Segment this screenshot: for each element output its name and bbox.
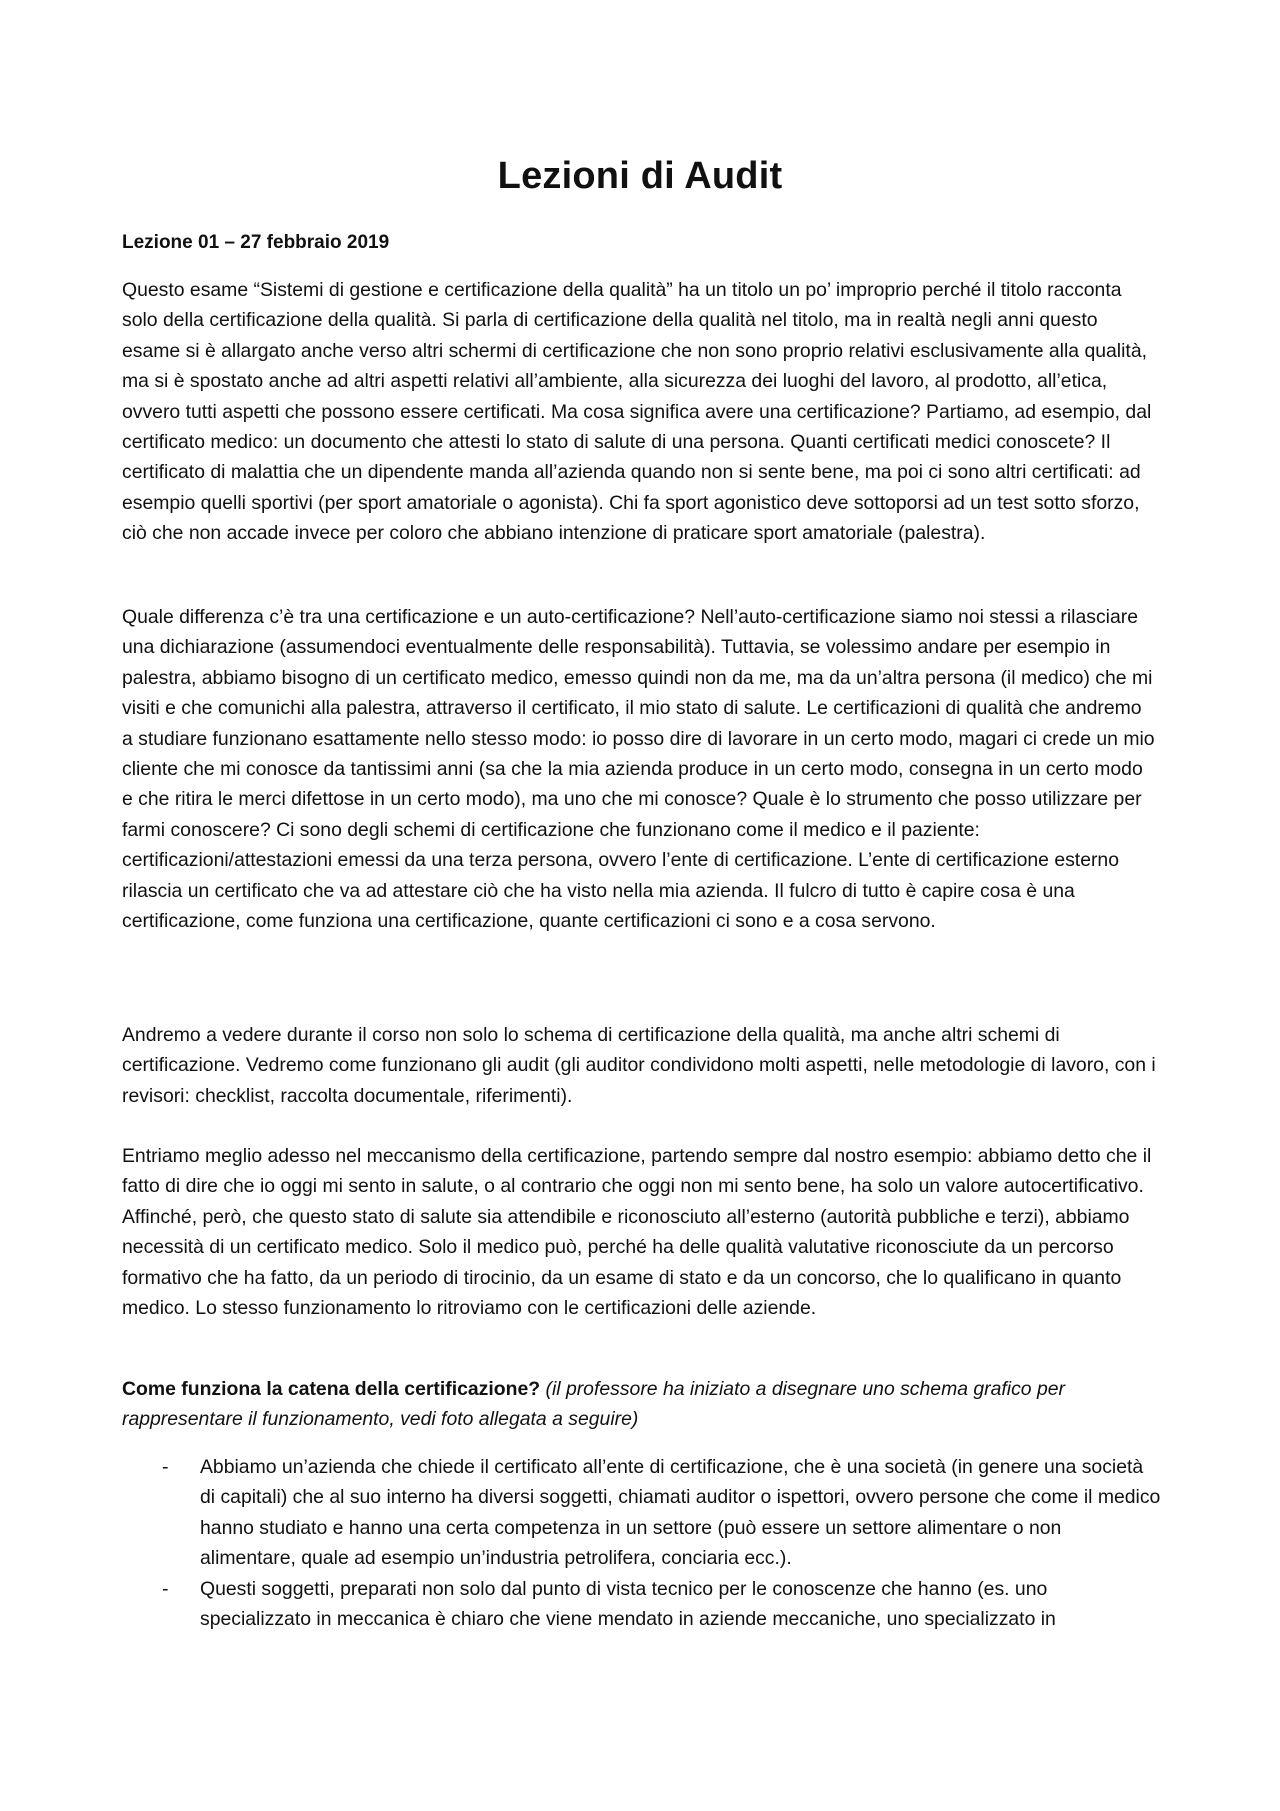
list-bullet: - [162, 1456, 169, 1478]
list-item [122, 1574, 1162, 1635]
list-item-text: Abbiamo un’azienda che chiede il certificato all’ente di certificazione, che è una società (in genere una società di capitali) che al suo interno ha diversi soggetti, chiamati auditor o ispettori, ovvero persone che come il medico hanno studiato e hanno una certa competenza in un settore (può essere un settore alimentare o non alimentare, quale ad esempio un’industria petrolifera, conciaria ecc.). [200, 1456, 1161, 1570]
lesson-heading: Lezione 01 – 27 febbraio 2019 [122, 232, 390, 253]
question-note: (il professore ha iniziato a disegnare uno schema grafico per rappresentare il funzionamento, vedi foto allegata a seguire) [122, 1378, 1066, 1431]
document-title-text: Lezioni di Audit [497, 155, 783, 197]
certification-chain-list [122, 1452, 1162, 1634]
paragraph-1: Questo esame “Sistemi di gestione e certificazione della qualità” ha un titolo un po’ improprio perché il titolo racconta solo della certificazione della qualità. Si parla di certificazione della qualità nel titolo, ma in realtà negli anni questo esame si è allargato anche verso altri schermi di certificazione che non sono proprio relativi esclusivamente alla qualità, ma si è spostato anche ad altri aspetti relativi all’ambiente, alla sicurezza dei luoghi del lavoro, al prodotto, all’etica, ovvero tutti aspetti che possono essere certificati. Ma cosa significa avere una certificazione? Partiamo, ad esempio, dal certificato medico: un documento che attesti lo stato di salute di una persona. Quanti certificati medici conoscete? Il certificato di malattia che un dipendente manda all’azienda quando non si sente bene, ma poi ci sono altri certificati: ad esempio quelli sportivi (per sport amatoriale o agonista). Chi fa sport agonistico deve sottoporsi ad un test sotto sforzo, ciò che non accade invece per coloro che abbiano intenzione di praticare sport amatoriale (palestra). [122, 279, 1152, 545]
question-paragraph [122, 1374, 1157, 1435]
question-heading: Come funziona la catena della certificazione? [122, 1378, 541, 1400]
list-item-text: Questi soggetti, preparati non solo dal punto di vista tecnico per le conoscenze che hanno (es. uno specializzato in meccanica è chiaro che viene mendato in aziende meccaniche, uno specializzato in [200, 1577, 1056, 1631]
paragraph-3: Andremo a vedere durante il corso non solo lo schema di certificazione della qualità, ma anche altri schemi di certificazione. Vedremo come funzionano gli audit (gli auditor condividono molti aspetti, nelle metodologie di lavoro, con i revisori: checklist, raccolta documentale, riferimenti). [122, 1024, 1156, 1107]
paragraph-2: Quale differenza c’è tra una certificazione e un auto-certificazione? Nell’auto-certificazione siamo noi stessi a rilasciare una dichiarazione (assumendoci eventualmente delle responsabilità). Tuttavia, se volessimo andare per esempio in palestra, abbiamo bisogno di un certificato medico, emesso quindi non da me, ma da un’altra persona (il medico) che mi visiti e che comunichi alla palestra, attraverso il certificato, il mio stato di salute. Le certificazioni di qualità che andremo a studiare funzionano esattamente nello stesso modo: io posso dire di lavorare in un certo modo, magari ci crede un mio cliente che mi conosce da tantissimi anni (sa che la mia azienda produce in un certo modo, consegna in un certo modo e che ritira le merci difettose in un certo modo), ma uno che mi conosce? Quale è lo strumento che posso utilizzare per farmi conoscere? Ci sono degli schemi di certificazione che funzionano come il medico e il paziente: certificazioni/attestazioni emessi da una terza persona, ovvero l’ente di certificazione. L’ente di certificazione esterno rilascia un certificato che va ad attestare ciò che ha visto nella mia azienda. Il fulcro di tutto è capire cosa è una certificazione, come funziona una certificazione, quante certificazioni ci sono e a cosa servono. [122, 606, 1155, 933]
document-title [0, 152, 1280, 200]
paragraph-4: Entriamo meglio adesso nel meccanismo della certificazione, partendo sempre dal nostro esempio: abbiamo detto che il fatto di dire che io oggi mi sento in salute, o al contrario che oggi non mi sento bene, ha solo un valore autocertificativo. Affinché, però, che questo stato di salute sia attendibile e riconosciuto all’esterno (autorità pubbliche e terzi), abbiamo necessità di un certificato medico. Solo il medico può, perché ha delle qualità valutative riconosciute da un percorso formativo che ha fatto, da un periodo di tirocinio, da un esame di stato e da un concorso, che lo qualificano in quanto medico. Lo stesso funzionamento lo ritroviamo con le certificazioni delle aziende. [122, 1145, 1152, 1320]
list-bullet: - [162, 1577, 169, 1600]
list-item [122, 1452, 1162, 1574]
